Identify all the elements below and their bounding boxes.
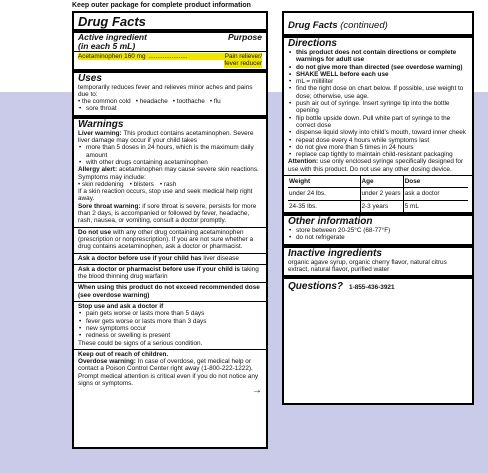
allergy-item: • skin reddening [78,180,124,188]
direction-item: • this product does not contain directions or complete warnings for adult use [296,49,468,64]
liver-item: • more than 5 doses in 24 hours, which is the maximum daily amount [86,144,262,159]
uses-item: • the common cold [78,98,131,106]
other-info-item: • store between 20-25°C (68-77°F) [296,227,468,234]
uses-item: • headache [135,98,168,106]
allergy-after-text: If a skin reaction occurs, stop use and seek medical help right away. [78,188,253,203]
direction-item: • flip bottle upside down. Pull white part of syringe to the correct dose [296,115,468,130]
continued-arrow-icon: → [252,385,262,397]
ask-doctor-text: liver disease [203,254,239,262]
uses-item: • flu [209,98,221,106]
table-cell: 5 mL [403,200,468,212]
purpose-line-2: fever reducer [224,60,262,68]
drug-facts-title: Drug Facts [78,14,146,29]
warnings-heading: Warnings [78,118,124,130]
stop-use-label: Stop use and ask a doctor if [78,303,164,311]
stop-use-item: • new symptoms occur [86,325,262,332]
direction-item: • repeat dose every 4 hours while symptoms last [296,137,468,144]
active-ingredient-sub: (in each 5 mL) [78,41,136,51]
allergy-alert-label: Allergy alert: [78,166,118,174]
directions-heading: Directions [288,38,337,49]
direction-item: • dispense liquid slowly into child's mouth, toward inner cheek [296,129,468,136]
questions-label: Questions? [288,281,344,293]
table-cell: 2-3 years [360,200,403,212]
top-note: Keep outer package for complete product information [72,2,251,9]
purpose-heading: Purpose [227,32,262,42]
when-using-label: When using this product do not exceed recommended dose (see overdose warning) [78,284,260,299]
table-cell: under 2 years [360,188,403,200]
inactive-ingredients-text: organic agave syrup, organic cherry flavor, natural citrus extract, natural flavor, purified water [288,258,447,273]
stop-use-after: These could be signs of a serious condition. [78,339,203,347]
leader-dots: ...................... [148,53,188,60]
direction-item: • mL = milliliter [296,78,468,85]
continued-title: Drug Facts [288,20,338,31]
other-info-item: • do not refrigerate [296,234,468,241]
attention-label: Attention: [288,158,319,166]
allergy-item: • blisters [129,180,154,188]
direction-item: • do not give more than directed (see overdose warning) [296,64,468,71]
uses-item: • sore throat [86,105,262,112]
stop-use-item: • redness or swelling is present [86,332,262,339]
direction-item: • do not give more than 5 times in 24 hours [296,144,468,151]
dosing-table [288,176,468,212]
allergy-item: • rash [159,180,177,188]
phone-number: 1-855-436-3921 [349,284,395,292]
liver-warning-text: This product contains acetaminophen. Severe liver damage may occur if your child takes [78,129,254,145]
uses-heading: Uses [78,72,102,84]
table-cell: ask a doctor [403,188,468,200]
active-ingredient-heading: Active ingredient [78,32,147,42]
allergy-alert-text: acetaminophen may cause severe skin reactions. Symptoms may include: [78,166,259,181]
sore-throat-text: if sore throat is severe, persists for more than 2 days, is accompanied or followed by fever, headache, rash, nausea, or vomiting, consult a doctor promptly. [78,202,257,225]
direction-item: • find the right dose on chart below. If possible, use weight to dose; otherwise, use age. [296,85,468,100]
other-information-heading: Other information [288,215,373,227]
continued-title-suffix: (continued) [337,20,388,31]
direction-item: • replace cap tightly to maintain child-resistant packaging [296,151,468,158]
purpose-line-1: Pain reliever/ [224,53,262,60]
stop-use-item: • fever gets worse or lasts more than 3 days [86,318,262,325]
overdose-warning-label: Overdose warning: [78,358,136,366]
direction-item: • SHAKE WELL before each use [296,71,468,78]
table-header: Weight [289,178,311,186]
ask-pharmacist-label: Ask a doctor or pharmacist before use if your child is [78,265,240,273]
attention-text: use only enclosed syringe specifically designed for use with this product. Do not use any other dosing device. [288,158,464,173]
table-cell: 24-35 lbs. [289,202,318,210]
ask-pharmacist-text: taking the blood thinning drug warfarin [78,265,259,281]
table-row [288,188,468,200]
stop-use-item: • pain gets worse or lasts more than 5 days [86,310,262,317]
uses-text: temporarily reduces fever and relieves minor aches and pains due to: [78,83,253,98]
table-cell: under 24 lbs. [289,190,326,198]
keep-out-of-reach-label: Keep out of reach of children. [78,350,169,358]
table-header: Age [360,176,403,188]
do-not-use-text: with any other drug containing acetaminophen (prescription or nonprescription). If you are not sure whether a drug contains acetaminophen, ask a doctor or pharmacist. [78,228,254,251]
drug-facts-left-panel [72,11,268,449]
liver-item: • with other drugs containing acetaminophen [86,159,262,166]
ask-doctor-label: Ask a doctor before use if your child has [78,254,202,262]
table-row [288,200,468,212]
sore-throat-label: Sore throat warning: [78,202,141,210]
direction-item: • push air out of syringe. Insert syringe tip into the bottle opening [296,100,468,115]
drug-facts-right-panel [282,11,474,405]
table-header: Dose [403,176,468,188]
uses-item: • toothache [172,98,205,106]
ingredient-name: Acetaminophen 160 mg [78,53,146,60]
do-not-use-label: Do not use [78,228,112,236]
overdose-warning-text: In case of overdose, get medical help or contact a Poison Control Center right away (1-800-222-1222). Prompt medical attention is critical even if you do not notice any signs or symptoms. [78,358,259,387]
liver-warning-label: Liver warning: [78,129,122,137]
inactive-ingredients-heading: Inactive ingredients [288,247,382,259]
